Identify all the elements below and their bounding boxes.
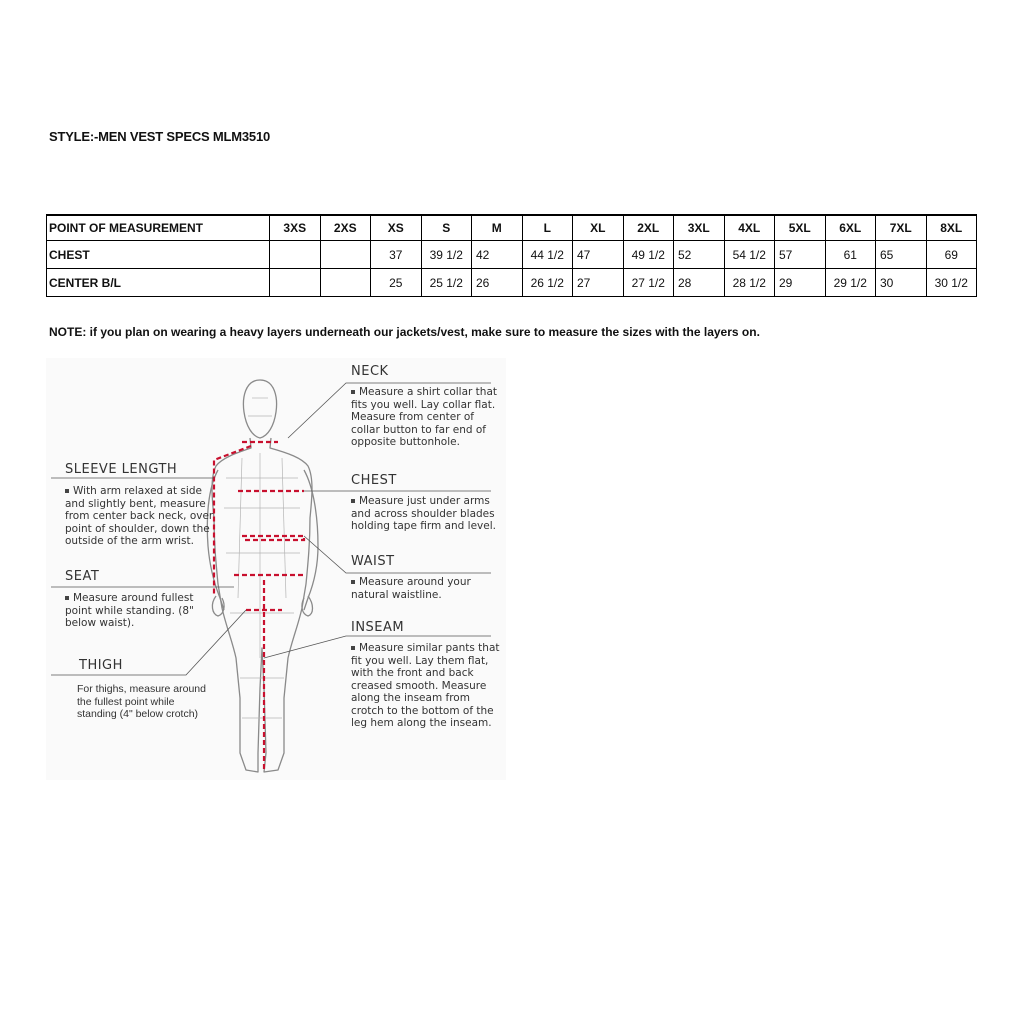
waist-text: Measure around your natural waistline. <box>351 576 471 601</box>
table-cell: 52 <box>674 241 725 269</box>
table-row <box>47 269 977 297</box>
bullet-icon <box>351 499 355 503</box>
bullet-icon <box>351 390 355 394</box>
table-cell: 25 <box>371 269 422 297</box>
table-cell <box>320 241 371 269</box>
seat-heading: SEAT <box>65 569 100 584</box>
waist-heading: WAIST <box>351 554 395 569</box>
table-cell: 57 <box>775 241 826 269</box>
table-cell: 28 1/2 <box>724 269 775 297</box>
table-cell <box>320 269 371 297</box>
table-cell: 49 1/2 <box>623 241 674 269</box>
table-cell <box>270 269 321 297</box>
table-cell: 42 <box>472 241 523 269</box>
chest-description <box>351 495 501 533</box>
waist-description <box>351 576 501 601</box>
table-cell: 39 1/2 <box>421 241 472 269</box>
table-cell: 30 1/2 <box>926 269 977 297</box>
table-header-cell: 7XL <box>876 215 927 241</box>
table-cell: 29 1/2 <box>825 269 876 297</box>
table-header-cell: 6XL <box>825 215 876 241</box>
table-header-cell: 5XL <box>775 215 826 241</box>
table-row <box>47 241 977 269</box>
neck-text: Measure a shirt collar that fits you well. Lay collar flat. Measure from center of collar button to far end of opposite buttonhole. <box>351 386 497 448</box>
bullet-icon <box>65 596 69 600</box>
table-header-row <box>47 215 977 241</box>
bullet-icon <box>351 646 355 650</box>
sleeve-length-heading: SLEEVE LENGTH <box>65 462 178 477</box>
table-cell: 28 <box>674 269 725 297</box>
thigh-heading: THIGH <box>79 658 123 673</box>
chest-text: Measure just under arms and across shoulder blades holding tape firm and level. <box>351 495 496 532</box>
table-header-cell: 3XL <box>674 215 725 241</box>
waist-measure-line <box>242 536 304 540</box>
row-label: CENTER B/L <box>47 269 270 297</box>
measurement-guide <box>46 358 506 780</box>
page-title: STYLE:-MEN VEST SPECS MLM3510 <box>49 129 271 144</box>
seat-description <box>65 592 205 630</box>
inseam-heading: INSEAM <box>351 620 405 635</box>
table-header-cell: L <box>522 215 573 241</box>
table-cell: 29 <box>775 269 826 297</box>
table-cell: 54 1/2 <box>724 241 775 269</box>
table-cell <box>270 241 321 269</box>
table-cell: 37 <box>371 241 422 269</box>
table-header-cell: 3XS <box>270 215 321 241</box>
table-cell: 30 <box>876 269 927 297</box>
table-header-cell: 2XL <box>623 215 674 241</box>
waist-leader <box>304 536 491 573</box>
table-cell: 61 <box>825 241 876 269</box>
bullet-icon <box>351 580 355 584</box>
table-cell: 27 1/2 <box>623 269 674 297</box>
neck-description <box>351 386 501 449</box>
layering-note: NOTE: if you plan on wearing a heavy layers underneath our jackets/vest, make sure to measure the sizes with the layers on. <box>49 325 760 339</box>
table-header-cell: 8XL <box>926 215 977 241</box>
row-label: CHEST <box>47 241 270 269</box>
table-cell: 27 <box>573 269 624 297</box>
bullet-icon <box>65 489 69 493</box>
table-cell: 47 <box>573 241 624 269</box>
neck-heading: NECK <box>351 364 389 379</box>
torso-outline <box>212 438 312 772</box>
head-outline <box>243 380 276 438</box>
size-spec-table <box>46 214 977 297</box>
sleeve-length-description <box>65 485 215 548</box>
inseam-description <box>351 642 501 730</box>
table-cell: 26 1/2 <box>522 269 573 297</box>
chest-heading: CHEST <box>351 473 397 488</box>
table-cell: 25 1/2 <box>421 269 472 297</box>
table-header-cell: XS <box>371 215 422 241</box>
table-cell: 65 <box>876 241 927 269</box>
table-cell: 26 <box>472 269 523 297</box>
sleeve-length-text: With arm relaxed at side and slightly bent, measure from center back neck, over point of shoulder, down the outside of the arm wrist. <box>65 485 214 547</box>
table-cell: 69 <box>926 241 977 269</box>
table-cell: 44 1/2 <box>522 241 573 269</box>
table-header-cell: XL <box>573 215 624 241</box>
table-header-cell: POINT OF MEASUREMENT <box>47 215 270 241</box>
sleeve-measure-line <box>214 446 251 596</box>
table-header-cell: S <box>421 215 472 241</box>
table-header-cell: 2XS <box>320 215 371 241</box>
table-header-cell: 4XL <box>724 215 775 241</box>
inseam-text: Measure similar pants that fit you well. Lay them flat, with the front and back creased smooth. Measure along the inseam from crotch to the bottom of the leg hem along the inseam. <box>351 642 500 729</box>
table-header-cell: M <box>472 215 523 241</box>
thigh-description: For thighs, measure around the fullest point while standing (4" below crotch) <box>77 683 206 720</box>
seat-text: Measure around fullest point while standing. (8" below waist). <box>65 592 194 629</box>
